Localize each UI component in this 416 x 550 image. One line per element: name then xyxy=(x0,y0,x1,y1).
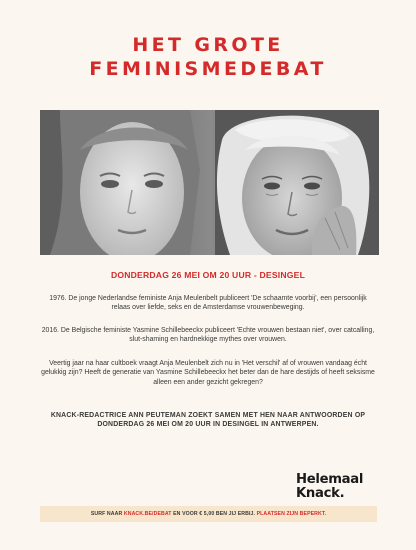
footer-text-2: EN VOOR € 5,00 BEN JIJ ERBIJ. xyxy=(171,511,257,517)
footer-text-1: SURF NAAR xyxy=(90,511,124,517)
event-title xyxy=(0,33,416,81)
title-line-2: FEMINISMEDEBAT xyxy=(89,58,327,80)
title-line-1: HET GROTE xyxy=(132,34,284,56)
logo-line-2: Knack. xyxy=(296,486,345,501)
paragraph-question: Veertig jaar na haar cultboek vraagt Anja Meulenbelt zich nu in 'Het verschil' af of vrouwen vandaag écht gelukkig zijn? Heeft de generatie van Yasmine Schillebeeckx het beter dan de hare destijds of heeft seksisme alleen een ander gezicht gekregen? xyxy=(41,360,375,386)
footer-band xyxy=(40,506,377,522)
footer-link[interactable]: KNACK.BE/DEBAT xyxy=(123,511,172,517)
paragraph-moderator: KNACK-REDACTRICE ANN PEUTEMAN ZOEKT SAMEN MET HEN NAAR ANTWOORDEN OP DONDERDAG 26 MEI OM 20 UUR IN DESINGEL IN ANTWERPEN. xyxy=(50,412,366,429)
portrait-photo xyxy=(40,110,379,255)
logo-line-1: Helemaal xyxy=(296,472,364,487)
event-date-headline: DONDERDAG 26 MEI OM 20 UUR - DESINGEL xyxy=(110,270,306,280)
portrait-illustration xyxy=(40,110,379,255)
knack-logo xyxy=(296,473,386,501)
paragraph-2016: 2016. De Belgische feministe Yasmine Schillebeeckx publiceert 'Echte vrouwen bestaan niet', over catcalling, slut-shaming en hardnekkige mythes over vrouwen. xyxy=(41,327,375,344)
paragraph-1976: 1976. De jonge Nederlandse feministe Anja Meulenbelt publiceert 'De schaamte voorbij', een persoonlijk relaas over liefde, seks en de Amsterdamse vrouwenbeweging. xyxy=(49,295,367,312)
footer-highlight: PLAATSEN ZIJN BEPERKT. xyxy=(256,511,327,517)
